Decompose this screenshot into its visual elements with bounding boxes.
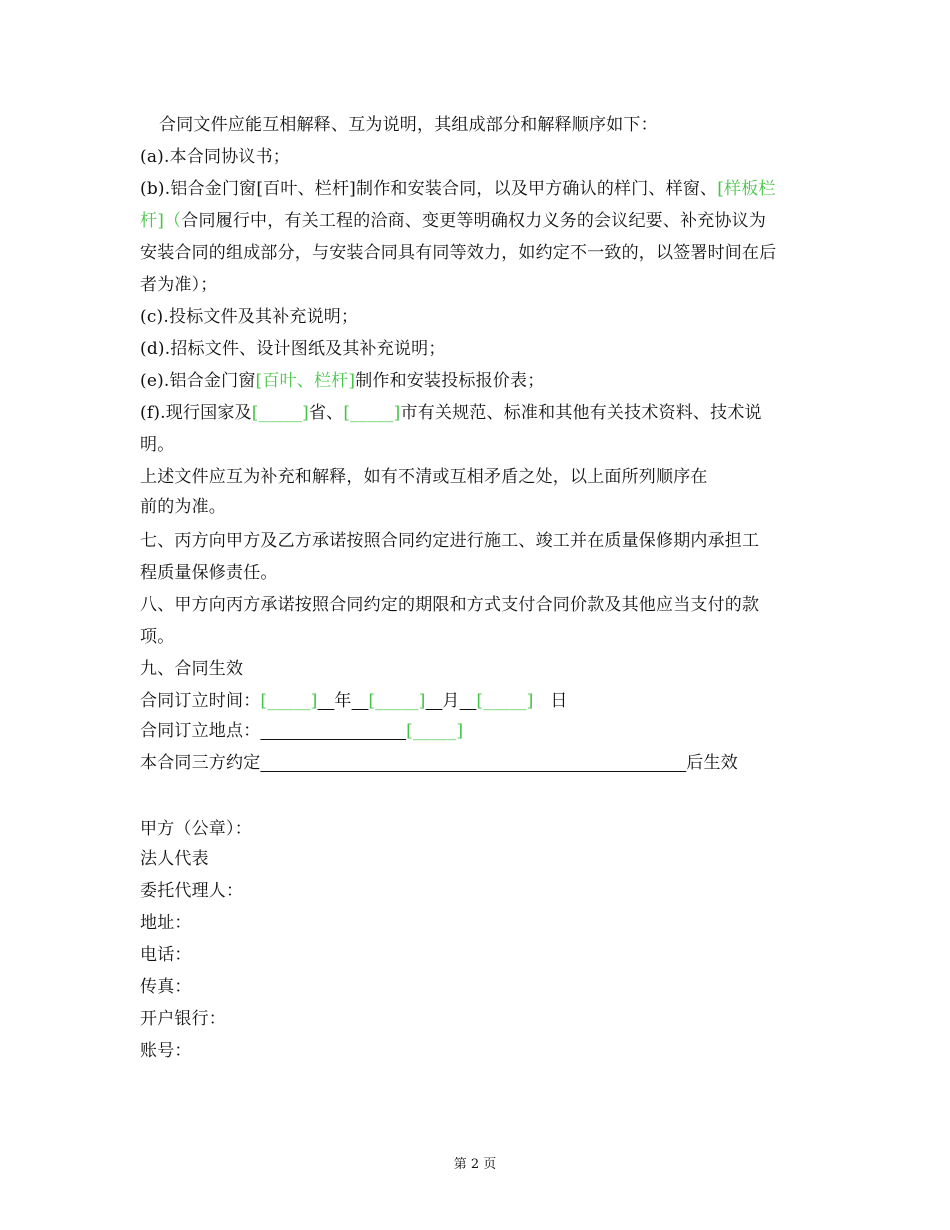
legal-representative: 法人代表	[140, 849, 209, 869]
month-underline-2	[426, 691, 443, 711]
item-b-placeholder: [样板栏	[717, 179, 776, 199]
place-underline	[260, 721, 406, 741]
city-blank[interactable]: [_____]	[343, 403, 401, 423]
intro-paragraph: 合同文件应能互相解释、互为说明，其组成部分和解释顺序如下：	[159, 115, 658, 135]
day-spacer	[534, 691, 551, 711]
effective-label: 本合同三方约定	[140, 753, 261, 773]
item-b-line1	[140, 178, 776, 200]
item-f-text-2: 市有关规范、标准和其他有关技术资料、技术说	[400, 403, 762, 423]
place-blank[interactable]: [_____]	[406, 721, 464, 741]
authorized-agent: 委托代理人：	[140, 881, 244, 901]
year-underline	[318, 691, 335, 711]
account-field: 账号：	[140, 1041, 192, 1061]
month-label: 月	[442, 691, 460, 711]
summary-line2: 前的为准。	[140, 497, 226, 517]
clause-7-line1: 七、丙方向甲方及乙方承诺按照合同约定进行施工、竣工并在质量保修期内承担工	[140, 531, 760, 551]
item-b-line2	[140, 210, 766, 232]
item-e-placeholder: [百叶、栏杆]	[255, 371, 356, 391]
clause-8-line2: 项。	[140, 627, 175, 647]
province-blank[interactable]: [_____]	[251, 403, 309, 423]
item-e-text-2: 制作和安装投标报价表；	[355, 371, 545, 391]
item-e-text: (e).铝合金门窗	[140, 371, 256, 391]
day-label: 日	[550, 691, 568, 711]
day-underline	[460, 691, 477, 711]
bank-field: 开户银行：	[140, 1009, 226, 1029]
summary-line1: 上述文件应互为补充和解释，如有不清或互相矛盾之处，以上面所列顺序在	[140, 467, 708, 487]
item-a: (a).本合同协议书；	[140, 147, 291, 167]
year-label: 年	[334, 691, 352, 711]
effective-underline[interactable]	[260, 753, 686, 773]
item-f-province: 省、	[308, 403, 344, 423]
year-blank[interactable]: [_____]	[260, 691, 318, 711]
day-blank[interactable]: [_____]	[476, 691, 534, 711]
month-blank[interactable]: [_____]	[368, 691, 426, 711]
item-d: (d).招标文件、设计图纸及其补充说明；	[140, 339, 446, 359]
signing-place-label: 合同订立地点：	[140, 721, 261, 741]
fax-field: 传真：	[140, 977, 192, 997]
item-f-line1	[140, 402, 762, 424]
item-c: (c).投标文件及其补充说明；	[140, 307, 359, 327]
item-b-paren: （	[164, 211, 182, 231]
address-field: 地址：	[140, 913, 192, 933]
item-f-text: (f).现行国家及	[140, 403, 252, 423]
month-underline	[352, 691, 369, 711]
item-b-line4: 者为准）；	[140, 275, 218, 295]
item-b-line3: 安装合同的组成部分，与安装合同具有同等效力，如约定不一致的，以签署时间在后	[140, 243, 777, 263]
signing-place-row	[140, 720, 463, 742]
page-number: 第 2 页	[453, 1157, 497, 1172]
item-b-placeholder-end: 杆]	[140, 211, 165, 231]
clause-7-line2: 程质量保修责任。	[140, 563, 278, 583]
effective-suffix: 后生效	[686, 753, 738, 773]
item-b-text-2: 合同履行中，有关工程的洽商、变更等明确权力义务的会议纪要、补充协议为	[181, 211, 767, 231]
item-e	[140, 370, 544, 392]
item-f-line2: 明。	[140, 435, 175, 455]
item-b-text: (b).铝合金门窗[百叶、栏杆]制作和安装合同，以及甲方确认的样门、样窗、	[140, 179, 718, 199]
clause-9-title: 九、合同生效	[140, 659, 244, 679]
signing-time-label: 合同订立时间：	[140, 691, 261, 711]
party-a-seal: 甲方（公章）：	[140, 819, 252, 839]
effective-row	[140, 752, 738, 774]
phone-field: 电话：	[140, 945, 192, 965]
clause-8-line1: 八、甲方向丙方承诺按照合同约定的期限和方式支付合同价款及其他应当支付的款	[140, 595, 760, 615]
signing-time-row	[140, 690, 568, 712]
